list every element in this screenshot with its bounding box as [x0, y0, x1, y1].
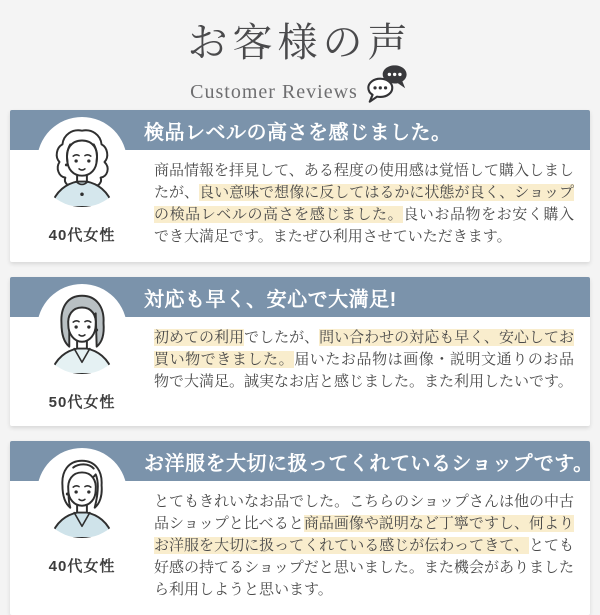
review-card: [10, 110, 590, 262]
highlighted-text-segment: 問い合わせの対応も早く、安心してお買い物できました。: [154, 329, 574, 368]
page-header: [0, 0, 600, 102]
reviewer-label: 50代女性: [48, 394, 116, 411]
highlighted-text-segment: 初めての利用: [154, 329, 245, 346]
review-text-segment: でしたが、: [244, 329, 320, 346]
highlighted-text-segment: 商品画像や説明など丁寧ですし、何よりお洋服を大切に扱ってくれている感じが伝わってきて、: [154, 515, 574, 554]
reviews-list: [10, 110, 594, 615]
woman-curly-hair-avatar: [37, 117, 127, 207]
review-text: [154, 160, 590, 248]
review-text-segment: とても好感の持てるショップだと思いました。また機会がありましたら利用しようと思います。: [154, 537, 574, 598]
highlighted-text-segment: 良い意味で想像に反してはるかに状態が良く、ショップの検品レベルの高さを感じました。: [154, 184, 574, 223]
review-text-segment: とてもきれいなお品でした。こちらのショップさんは他の中古品ショップと比べると: [154, 493, 574, 532]
page-title: お客様の声: [187, 20, 413, 65]
chat-bubbles-icon: [364, 62, 410, 111]
woman-gray-bob-avatar: [37, 284, 127, 374]
review-header-title: 対応も早く、安心で大満足!: [144, 288, 397, 311]
woman-short-hair-avatar: [37, 448, 127, 538]
review-text-segment: 届いたお品物は画像・説明文通りのお品物で大満足。誠実なお店と感じました。また利用したいです。: [154, 351, 574, 390]
review-text: [154, 491, 590, 601]
review-card: [10, 277, 590, 426]
review-text: [154, 327, 590, 412]
review-header-title: お洋服を大切に扱ってくれているショップです。: [144, 452, 594, 475]
review-card: [10, 441, 594, 615]
review-text-segment: 良いお品物をお安く購入でき大満足です。またぜひ利用させていただきます。: [154, 206, 574, 245]
page-subtitle: Customer Reviews: [190, 81, 358, 103]
reviewer-label: 40代女性: [48, 227, 116, 244]
review-header-title: 検品レベルの高さを感じました。: [144, 121, 452, 144]
reviewer-label: 40代女性: [48, 558, 116, 575]
review-text-segment: 商品情報を拝見して、ある程度の使用感は覚悟して購入しましたが、: [154, 162, 574, 201]
